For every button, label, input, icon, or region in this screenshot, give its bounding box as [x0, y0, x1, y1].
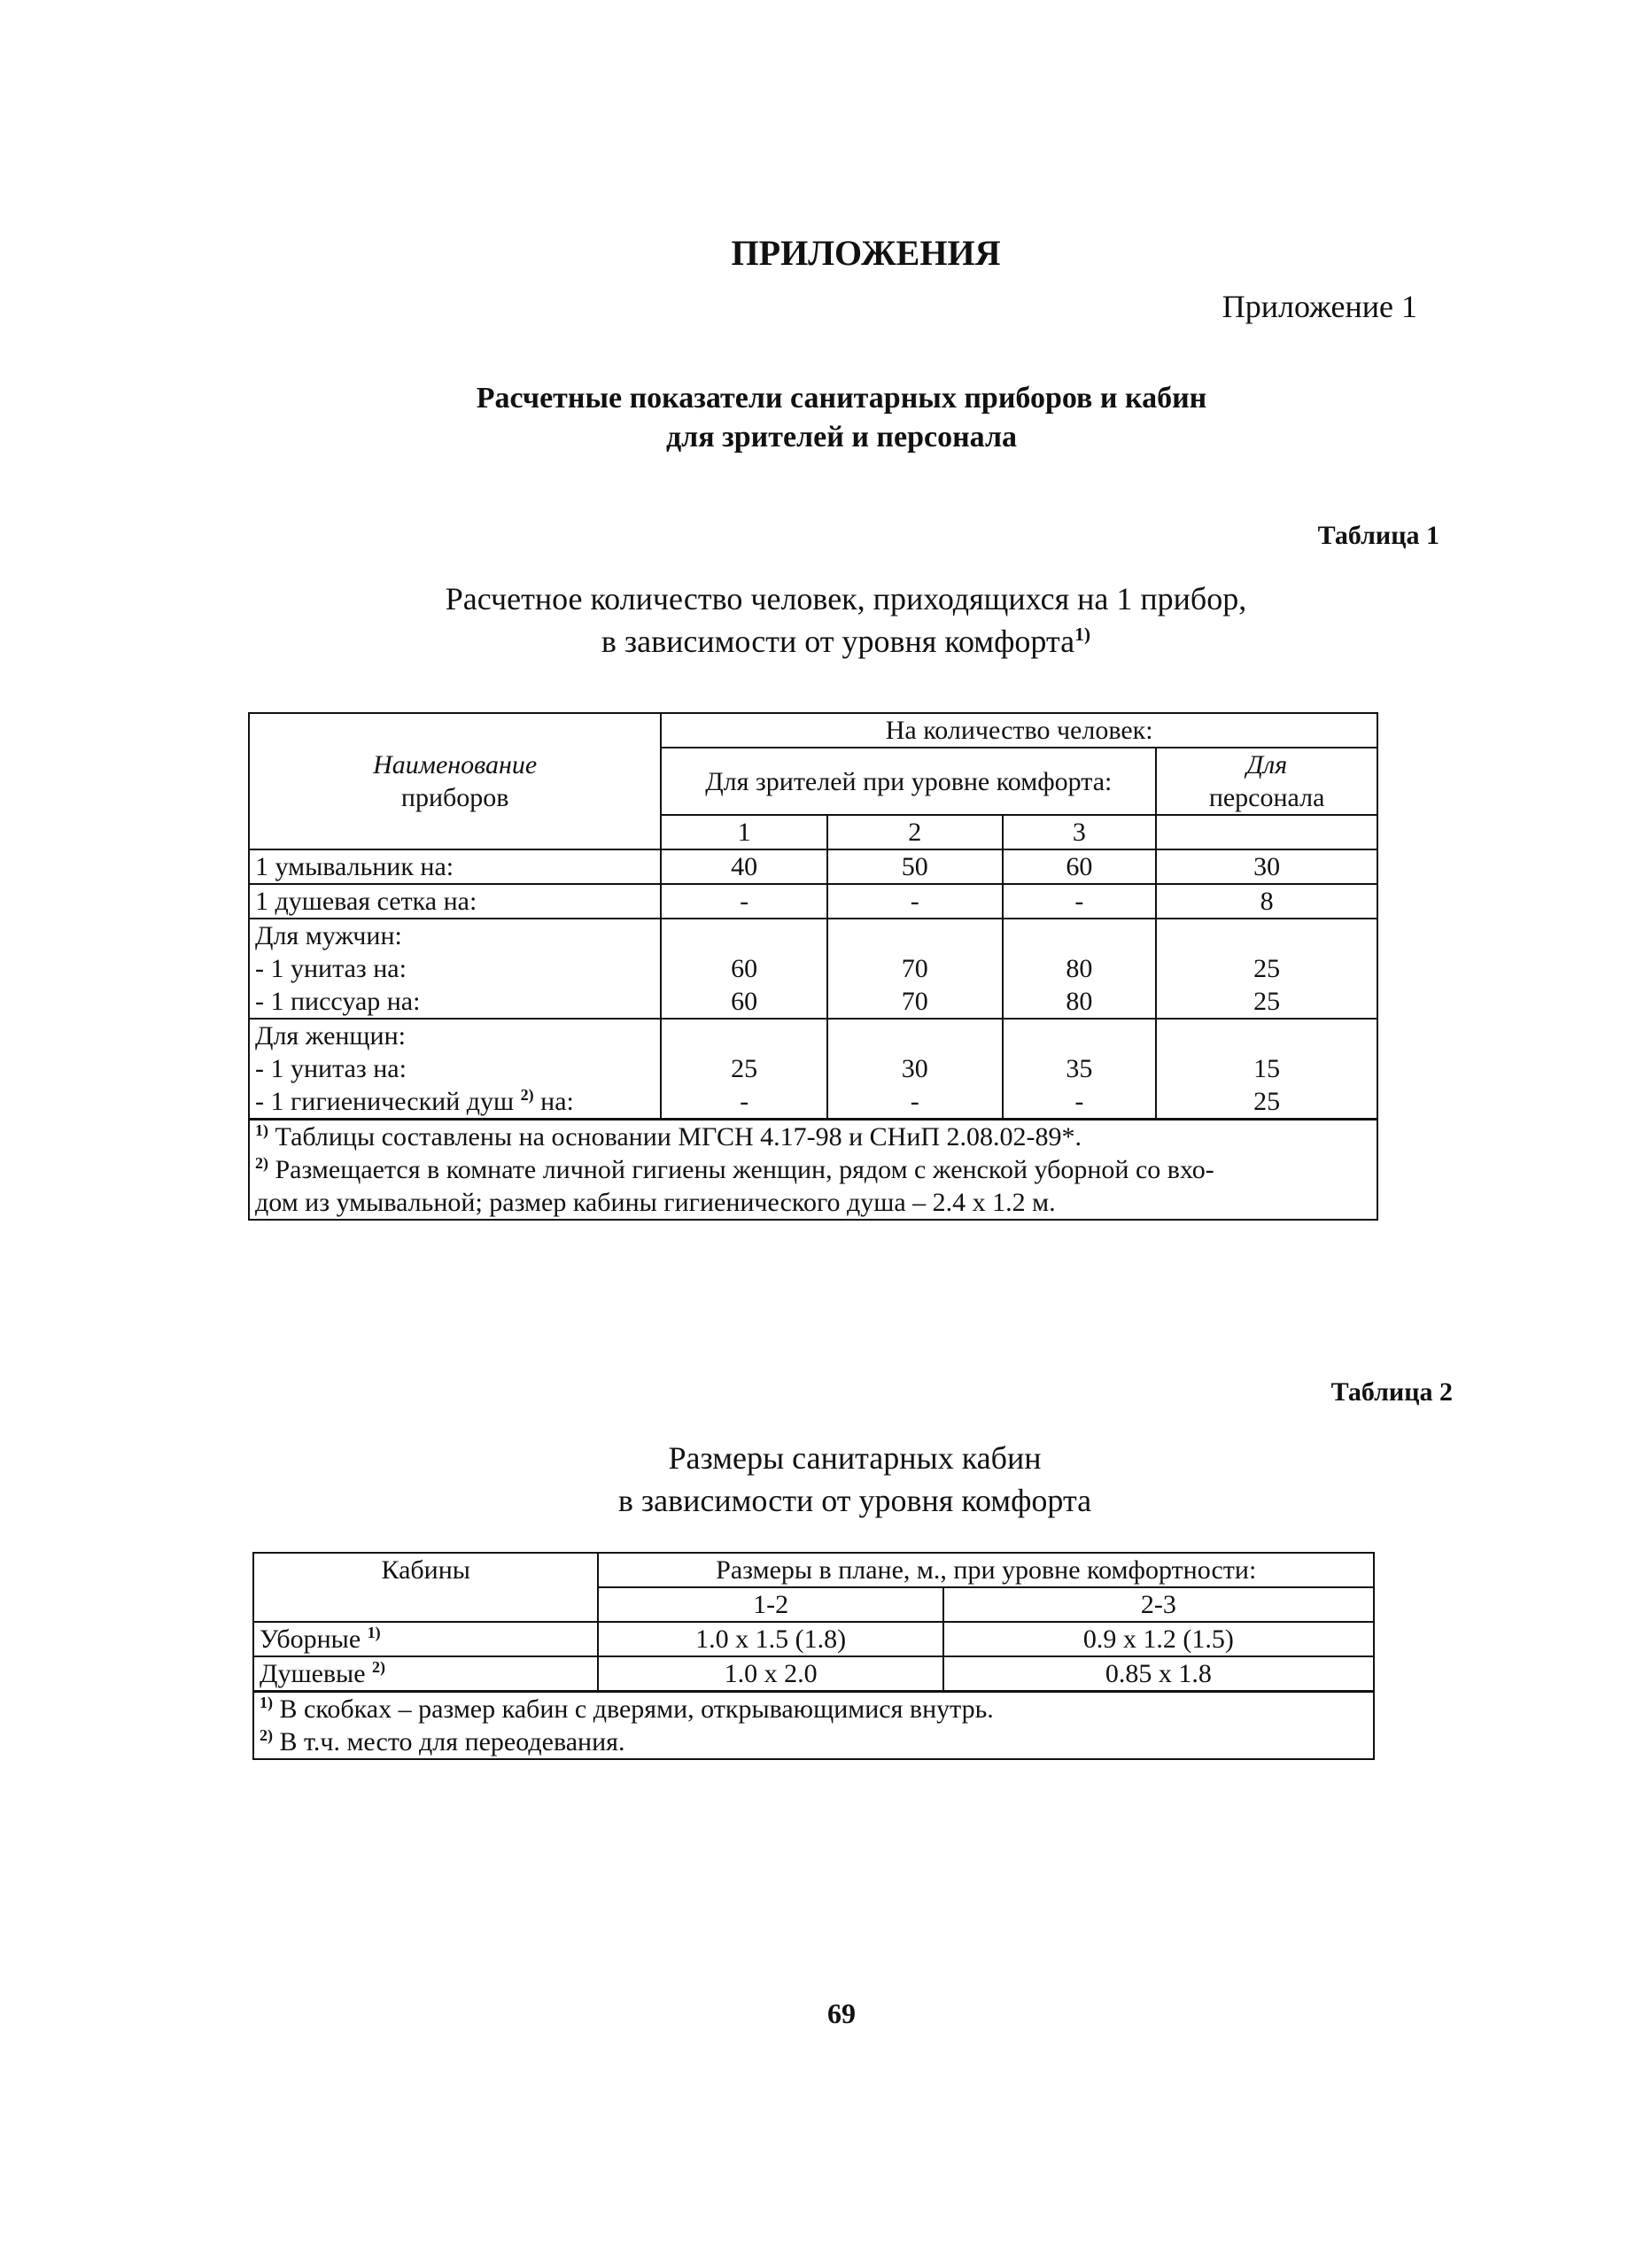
section-title: [0, 379, 1652, 457]
cell-level-2-3: 0.9 х 1.2 (1.5): [943, 1622, 1374, 1656]
cell-level-2: -: [827, 884, 1003, 919]
cell-level-1: 40: [661, 849, 827, 884]
cell-level-3: 80: [1066, 987, 1093, 1016]
footnote-1-text: В скобках – размер кабин с дверями, открывающимися внутрь.: [273, 1694, 994, 1724]
women-level-2: [827, 1019, 1003, 1120]
row-name-text: - 1 гигиенический душ: [255, 1087, 515, 1116]
table-row: [253, 1656, 1374, 1692]
cell-level-3: 60: [1003, 849, 1157, 884]
column-header-staff-line-1: Для: [1246, 750, 1288, 779]
table-1-label: Таблица 1: [1317, 521, 1439, 550]
row-name-suffix: на:: [533, 1087, 574, 1116]
row-name: - 1 унитаз на:: [255, 1054, 407, 1083]
footnote-2-line-2: дом из умывальной; размер кабины гигиенического душа – 2.4 х 1.2 м.: [255, 1188, 1056, 1217]
table-2-footnotes: [253, 1692, 1374, 1760]
column-header-cabins: Кабины: [253, 1553, 598, 1622]
column-header-level-1-2: 1-2: [598, 1587, 942, 1622]
table-2-footnotes-cell: [253, 1692, 1374, 1760]
table-2-caption-line-2: в зависимости от уровня комфорта: [617, 1483, 1092, 1518]
cell-level-3: 80: [1066, 954, 1093, 983]
level-header-3: 3: [1003, 815, 1157, 849]
row-name-with-footnote: [255, 1085, 655, 1118]
row-name: 1 умывальник на:: [249, 849, 661, 884]
section-title-line-1: Расчетные показатели санитарных приборов и кабин: [476, 382, 1207, 415]
row-name-with-footnote: [253, 1622, 598, 1656]
cell-staff: 30: [1156, 849, 1377, 884]
footnote-2-line-1: [255, 1153, 1371, 1186]
cell-staff: 25: [1253, 1087, 1281, 1116]
cell-level-1: -: [740, 1087, 749, 1116]
men-group-title: Для мужчин:: [255, 921, 402, 950]
women-group-title: Для женщин:: [255, 1021, 406, 1051]
table-1-caption-line-2: [0, 620, 1652, 663]
footnote-1: [255, 1120, 1371, 1153]
table-row-group-women: [249, 1019, 1377, 1120]
cell-level-3: -: [1003, 884, 1157, 919]
footnote-2-text: В т.ч. место для переодевания.: [273, 1727, 625, 1756]
column-header-level-2-3: 2-3: [943, 1587, 1374, 1622]
cell-level-2: 50: [827, 849, 1003, 884]
table-1-caption-line-2-text: в зависимости от уровня комфорта: [601, 624, 1075, 659]
cell-staff: 25: [1253, 987, 1281, 1016]
cell-staff: 15: [1253, 1054, 1281, 1083]
column-header-sizes: Размеры в плане, м., при уровне комфортности:: [598, 1553, 1374, 1587]
cell-level-2: -: [910, 1087, 919, 1116]
section-title-line-2: для зрителей и персонала: [665, 421, 1018, 454]
footnote-2: [260, 1725, 1368, 1758]
table-1-caption-line-1: Расчетное количество человек, приходящихся на 1 прибор,: [445, 581, 1247, 616]
footnote-1-text: Таблицы составлены на основании МГСН 4.17-98 и СНиП 2.08.02-89*.: [268, 1122, 1082, 1152]
level-header-2: 2: [827, 815, 1003, 849]
table-1-caption-footnote-mark: 1): [1074, 624, 1091, 645]
men-staff: [1156, 919, 1377, 1019]
table-2-caption: [0, 1437, 1652, 1522]
footnote-mark: 2): [372, 1658, 386, 1676]
table-row-group-men: [249, 919, 1377, 1019]
cell-level-1-2: 1.0 х 1.5 (1.8): [598, 1622, 942, 1656]
column-header-name-line-2: приборов: [400, 783, 509, 812]
cell-staff: 25: [1253, 954, 1281, 983]
column-header-staff: [1156, 748, 1377, 815]
cell-level-2: 70: [901, 954, 928, 983]
footnote-mark: 2): [520, 1086, 534, 1104]
column-header-staff-line-2: персонала: [1208, 783, 1325, 812]
table-1-footnotes-cell: [249, 1120, 1377, 1221]
table-2: [252, 1552, 1375, 1760]
row-name: - 1 унитаз на:: [255, 954, 407, 983]
row-name: 1 душевая сетка на:: [249, 884, 661, 919]
cell-level-1: 60: [731, 987, 758, 1016]
row-name: Уборные: [260, 1625, 361, 1654]
women-staff: [1156, 1019, 1377, 1120]
table-row: [253, 1622, 1374, 1656]
row-name-with-footnote: [253, 1656, 598, 1692]
men-level-3: [1003, 919, 1157, 1019]
row-name: Душевые: [260, 1659, 366, 1688]
women-level-3: [1003, 1019, 1157, 1120]
men-level-1: [661, 919, 827, 1019]
column-header-name: [249, 713, 661, 849]
table-row: [249, 849, 1377, 884]
column-header-name-line-1: Наименование: [373, 750, 538, 779]
cell-level-2: 70: [901, 987, 928, 1016]
cell-level-1: 60: [731, 954, 758, 983]
women-level-1: [661, 1019, 827, 1120]
table-row: [249, 884, 1377, 919]
page-number: 69: [827, 1997, 856, 2029]
men-group-names: [249, 919, 661, 1019]
footnote-1-mark: 1): [260, 1694, 273, 1711]
level-header-staff-blank: [1156, 815, 1377, 849]
footnote-1: [260, 1693, 1368, 1725]
footnote-2-mark: 2): [260, 1726, 273, 1744]
cell-level-1: -: [661, 884, 827, 919]
cell-staff: 8: [1156, 884, 1377, 919]
cell-level-2-3: 0.85 х 1.8: [943, 1656, 1374, 1692]
appendices-title: ПРИЛОЖЕНИЯ: [731, 233, 1001, 273]
footnote-1-mark: 1): [255, 1121, 268, 1139]
appendix-label: Приложение 1: [1222, 289, 1417, 324]
footnote-mark: 1): [367, 1624, 381, 1641]
column-header-people-count: На количество человек:: [661, 713, 1377, 748]
table-1-caption: [0, 578, 1652, 663]
column-header-spectators: Для зрителей при уровне комфорта:: [661, 748, 1156, 815]
table-1: [248, 712, 1378, 1221]
table-1-footnotes: [249, 1120, 1377, 1221]
cell-level-2: 30: [901, 1054, 928, 1083]
cell-level-1: 25: [731, 1054, 758, 1083]
footnote-2-text: Размещается в комнате личной гигиены женщин, рядом с женской уборной со вхо-: [268, 1155, 1214, 1184]
women-group-names: [249, 1019, 661, 1120]
cell-level-1-2: 1.0 х 2.0: [598, 1656, 942, 1692]
cell-level-3: -: [1074, 1087, 1084, 1116]
footnote-2-mark: 2): [255, 1154, 268, 1172]
level-header-1: 1: [661, 815, 827, 849]
cell-level-3: 35: [1066, 1054, 1093, 1083]
men-level-2: [827, 919, 1003, 1019]
table-2-caption-line-1: Размеры санитарных кабин: [668, 1440, 1042, 1476]
table-2-label: Таблица 2: [1330, 1377, 1453, 1407]
row-name: - 1 писсуар на:: [255, 987, 421, 1016]
